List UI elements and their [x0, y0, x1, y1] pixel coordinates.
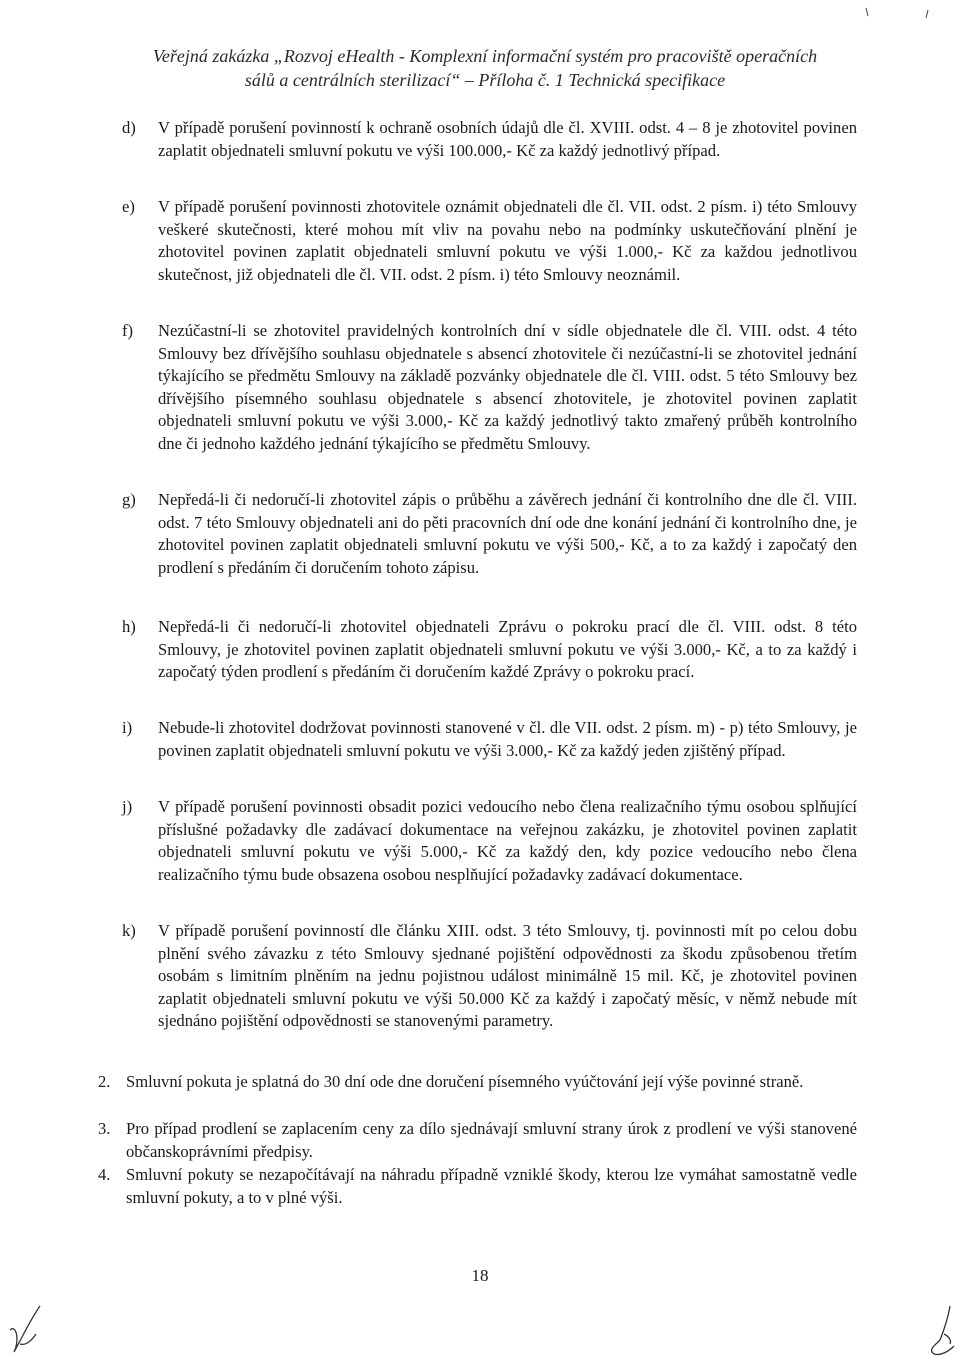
- numbered-text: Smluvní pokuty se nezapočítávají na náhradu případně vzniklé škody, kterou lze vymáhat samostatně vedle smluvní pokuty, a to v plné výši.: [126, 1165, 857, 1207]
- item-marker: g): [122, 490, 136, 509]
- item-marker: e): [122, 197, 135, 216]
- numbered-marker: 4.: [98, 1165, 111, 1184]
- list-item-f: [122, 320, 857, 456]
- item-text: Nezúčastní-li se zhotovitel pravidelných kontrolních dní v sídle objednatele dle čl. VIII. odst. 4 této Smlouvy bez dřívějšího souhlasu objednatele s absencí zhotovitele či nezúčastní-li se zhotovitel jednání týkajícího se předmětu Smlouvy na základě pozvánky objednatele dle čl. VIII. odst. 5 této Smlouvy bez dřívějšího písemného souhlasu objednatele s absencí zhotovitele, je zhotovitel povinen zaplatit objednateli smluvní pokutu ve výši 3.000,- Kč za každý jednotlivý takto zmařený průběh kontrolního dne či jednoho každého jednání týkajícího se předmětu Smlouvy.: [158, 321, 857, 453]
- item-text: V případě porušení povinnosti zhotovitele oznámit objednateli dle čl. VII. odst. 2 písm. i) této Smlouvy veškeré skutečnosti, které mohou mít vliv na povahu nebo na podmínky uskutečňování plnění je zhotovitel povinen zaplatit objednateli smluvní pokutu ve výši 1.000,- Kč za každou jednotlivou skutečnost, již objednateli dle čl. VII. odst. 2 písm. i) této Smlouvy neoznámil.: [158, 197, 857, 284]
- numbered-marker: 2.: [98, 1072, 111, 1091]
- numbered-item-2: [98, 1071, 857, 1094]
- item-marker: f): [122, 321, 134, 340]
- item-text: Nebude-li zhotovitel dodržovat povinnosti stanovené v čl. dle VII. odst. 2 písm. m) - p) této Smlouvy, je povinen zaplatit objednateli smluvní pokutu ve výši 3.000,- Kč za každý jeden zjištěný případ.: [158, 718, 857, 760]
- item-marker: i): [122, 718, 133, 737]
- item-text: V případě porušení povinností dle článku XIII. odst. 3 této Smlouvy, tj. povinnosti mít po celou dobu plnění svého závazku z této Smlouvy sjednané pojištění odpovědnosti za škodu způsobenou třetím osobám s limitním plněním na jednu pojistnou událost minimálně 15 mil. Kč, je zhotovitel povinen zaplatit objednateli smluvní pokutu ve výši 50.000 Kč za každý i započatý měsíc, v němž nebude mít sjednáno pojištění odpovědnosti se stanovenými parametry.: [158, 921, 857, 1031]
- item-text: Nepředá-li či nedoručí-li zhotovitel zápis o průběhu a závěrech jednání či kontrolního dne dle čl. VIII. odst. 7 této Smlouvy objednateli ani do pěti pracovních dní ode dne konání jednání či kontrolního dne, je zhotovitel povinen zaplatit objednateli smluvní pokutu ve výši 500,- Kč, a to za každý i započatý den prodlení s předáním či doručením tohoto zápisu.: [158, 490, 857, 577]
- numbered-item-3: [98, 1118, 857, 1163]
- numbered-item-4: [98, 1164, 857, 1209]
- list-item-d: [122, 117, 857, 162]
- numbered-marker: 3.: [98, 1119, 111, 1138]
- item-marker: h): [122, 617, 136, 636]
- item-text: Nepředá-li či nedoručí-li zhotovitel objednateli Zprávu o pokroku prací dle čl. VIII. odst. 8 této Smlouvy, je zhotovitel povinen zaplatit objednateli smluvní pokutu ve výši 3.000,- Kč, a to za každý i započatý týden prodlení s předáním či doručením každé Zprávy o pokroku prací.: [158, 617, 857, 682]
- handwritten-initial-left: [6, 1300, 46, 1360]
- numbered-text: Pro případ prodlení se zaplacením ceny za dílo sjednávají smluvní strany úrok z prodlení ve výši stanovené občanskoprávními předpisy.: [126, 1119, 857, 1161]
- header-line-1: Veřejná zakázka „Rozvoj eHealth - Komplexní informační systém pro pracoviště operačních: [152, 46, 818, 66]
- corner-marks: [856, 4, 936, 24]
- item-marker: k): [122, 921, 136, 940]
- list-item-h: [122, 616, 857, 684]
- list-item-j: [122, 796, 857, 886]
- list-item-e: [122, 196, 857, 286]
- page-header: [90, 44, 880, 92]
- list-item-i: [122, 717, 857, 762]
- item-text: V případě porušení povinnosti obsadit pozici vedoucího nebo člena realizačního týmu osobou splňující příslušné požadavky dle zadávací dokumentace na veřejnou zakázku, je zhotovitel povinen zaplatit objednateli smluvní pokutu ve výši 5.000,- Kč za každý den, kdy pozice vedoucího nebo člena realizačního týmu bude obsazena osobou nesplňující požadavky zadávací dokumentace.: [158, 797, 857, 884]
- list-item-k: [122, 920, 857, 1033]
- item-marker: j): [122, 797, 133, 816]
- numbered-text: Smluvní pokuta je splatná do 30 dní ode dne doručení písemného vyúčtování její výše povinné straně.: [126, 1072, 804, 1091]
- header-line-2: sálů a centrálních sterilizací“ – Příloha č. 1 Technická specifikace: [244, 70, 726, 90]
- page-number: 18: [471, 1266, 489, 1285]
- item-marker: d): [122, 118, 136, 137]
- list-item-g: [122, 489, 857, 579]
- item-text: V případě porušení povinností k ochraně osobních údajů dle čl. XVIII. odst. 4 – 8 je zhotovitel povinen zaplatit objednateli smluvní pokutu ve výši 100.000,- Kč za každý jednotlivý případ.: [158, 118, 857, 160]
- handwritten-initial-right: [920, 1300, 960, 1360]
